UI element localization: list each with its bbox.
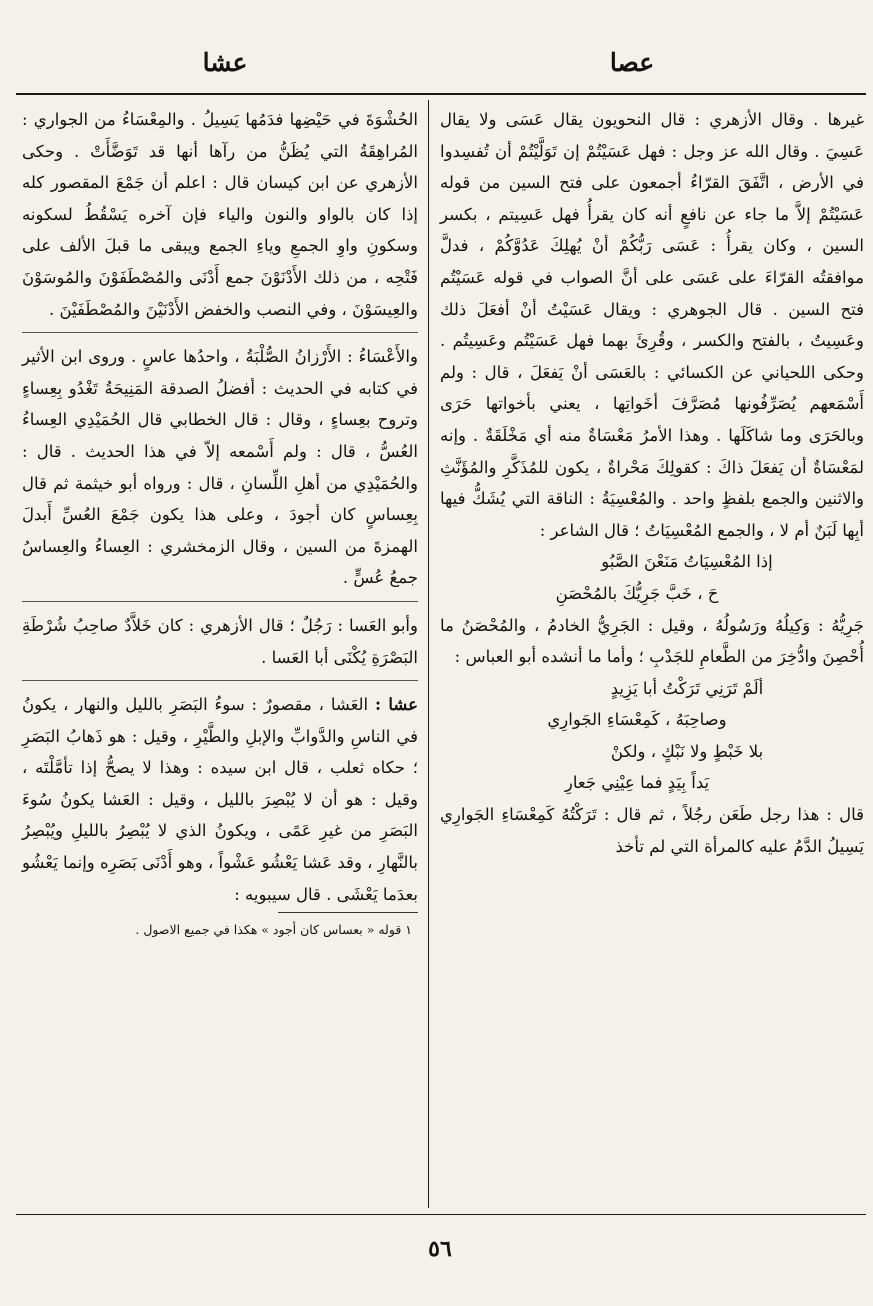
poem-2-line-1: ألَمْ تَرَنِي تَرَكْتُ أبا يَزِيدٍ: [610, 678, 764, 698]
footer-rule: [16, 1214, 866, 1215]
section-divider: [22, 680, 418, 681]
running-header-left: عشا: [202, 48, 248, 77]
left-paragraph-1: الحُشْوَةَ في حَيْضِها فدَمُها يَسِيلُ . والمِعْسَاءُ من الجواري : المُراهِقَةُ التي يُظَنُّ من رآها أنها قد تَوَضَّأَتْ . وحكى الأزهري عن ابن كيسان قال : اعلم أن جَمْعَ المقصور كله إذا كان بالواو والنون والياء فإن آخره يَسْقُطُ لسكونه وسكونِ واوِ الجمعِ وياءِ الجمع ويبقى ما قبلَ الألف على فَتْحِه ، من ذلك الأَدْنَوْنَ جمع أَدْنَى والمُصْطَفَوْنَ والمُوسَوْنَ والعِيسَوْنَ ، وفي النصب والخفض الأَدْنَيْنَ والمُصْطَفَيْنَ .: [22, 110, 418, 319]
poem-1: [440, 546, 864, 609]
poem-2: [440, 673, 864, 799]
footnote: ١ قوله « بعساس كان أجود » هكذا في جميع الاصول .: [135, 922, 412, 938]
section-divider: [22, 601, 418, 602]
entry-text: العَشا ، مقصورٌ : سوءُ البَصَرِ بالليل والنهار ، يكونُ في الناسِ والدَّوابِّ والإبلِ والطَّيْرِ ، وقيل : هو ذَهابُ البَصَرِ ؛ حكاه ثعلب ، قال ابن سيده : وهذا لا يصحُّ إذا تأمَّلْتَه ، وقيل : هو أن لا يُبْصِرَ بالليل ، وقيل : العَشا يكونُ سُوءَ البَصَرِ من غيرِ عَمًى ، ويكونُ الذي لا يُبْصِرُ بالليلِ ويُبْصِرُ بالنَّهارِ ، وقد عَشا يَعْشُو عَشْواً ، وهو أَدْنَى بَصَرِه وإنما يَعْشُو بعدَما يَعْشَى . قال سيبويه :: [22, 695, 418, 904]
poem-2-line-2: وصاحِبَهُ ، كَمِعْسَاءِ الجَوارِي: [547, 710, 727, 730]
entry-headword: عشا :: [374, 695, 418, 715]
right-column: [440, 104, 864, 862]
poem-2-line-4: يَداً بِيَدٍ فما عِيْنِي جَعارِ: [564, 773, 710, 793]
right-paragraph-3: قال : هذا رجل طَعَن رجُلاً ، ثم قال : تَرَكْتُهُ كَمِعْسَاءِ الجَوارِي يَسِيلُ الدَّمُ عليه كالمرأة التي لم تأخذ: [440, 805, 864, 856]
header-rule: [16, 93, 866, 95]
left-column: [22, 104, 418, 941]
entry-ashaa: [22, 689, 418, 910]
poem-1-line-1: إذا المُعْسِيَاتُ مَنَعْنَ الصَّبُو: [601, 552, 773, 572]
right-paragraph-1: غيرها . وقال الأزهري : قال النحويون يقال عَسَى ولا يقال عَسِيَ . وقال الله عز وجل : فهل عَسَيْتُمْ إن تَوَلَّيْتُمْ أن تُفسِدوا في الأرض ، اتَّفَقَ القرّاءُ أجمعون على فتح السين من قوله عَسَيْتُمْ إلاَّ ما جاء عن نافعٍ أنه كان يقرأُ فهل عَسِيتم ، بكسر السين ، وكان يقرأُ : عَسَى رَبُّكُمْ أنْ يُهلِكَ عَدُوَّكُمْ ، فدلَّ موافقتُه القرّاءَ على عَسَى على أنَّ الصواب في قوله عَسَيْتُم فتح السين . قال الجوهري : ويقال عَسَيْتُ أنْ أفعَلَ ذلك وعَسِيتُ ، بالفتح والكسر ، وقُرِئَ بهما فهل عَسَيْتُم وعَسِيتُم . وحكى اللحياني عن الكسائي : بالعَسَى أنْ يَفعَلَ ، قال : ولم أَسْمَعهم يُصَرِّفُونها مُصَرَّفَ أخَواتِها ، يعني بأخواتها حَرَى وبالحَرَى وما شاكَلَها . وهذا الأمرُ مَعْسَاةٌ منه أي مَخْلَقَةٌ . وإنه لمَعْسَاةٌ أن يَفعَلَ ذاكَ : كقولِكَ مَحْراةٌ ، يكون للمُذَكَّرِ والمُؤَنَّثِ والاثنين والجمع بلفظٍ واحد . والمُعْسِيَةُ : الناقة التي يُشَكُّ فيها أبِها لَبَنٌ أم لا ، والجمع المُعْسِيَاتُ ؛ قال الشاعر :: [440, 110, 864, 540]
footnote-rule: [278, 912, 418, 913]
left-paragraph-2: والأَعْسَاءُ : الأَرْزانُ الصُّلْبَةُ ، واحدُها عاسٍ . وروى ابن الأثير في كتابه في الحديث : أفضلُ الصدقة المَنِيحَةُ تَغْدُو بِعِساءٍ وتروح بعِساءٍ ، وقال : قال الخطابي قال الحُمَيْدِي العِساءُ العُسُّ ، قال : ولم أَسْمعه إلاّ في هذا الحديث . قال : والحُمَيْدِي من أهلِ اللِّسانِ ، قال : ورواه أبو خيثمة ثم قال بِعِساسٍ كان أجودَ ، وعلى هذا يكون جَمْعَ العُسِّ أَبدلَ الهمزةَ من السين ، وقال الزمخشري : العِساءُ والعِساسُ جمعُ عُسٍّ .: [22, 347, 418, 588]
poem-2-line-3: بلا خَبْطٍ ولا نَبْكٍ ، ولكنْ: [610, 741, 764, 761]
column-divider: [428, 100, 429, 1208]
poem-1-line-2: حَ ، خَبَّ جَرِيُّكَ بالمُحْصَنِ: [555, 583, 719, 603]
right-paragraph-2: جَرِيُّهُ : وَكِيلُهُ ورَسُولُهُ ، وقيل : الجَرِيُّ الخادمُ ، والمُحْصَنُ ما أُحْصِنَ وادُّخِرَ من الطَّعامِ للجَدْبِ ؛ وأما ما أنشده أبو العباس :: [440, 615, 864, 667]
running-header-right: عصا: [609, 48, 655, 77]
page-number: ٥٦: [428, 1236, 452, 1262]
section-divider: [22, 332, 418, 333]
left-paragraph-3: وأبو العَسا : رَجُلٌ ؛ قال الأزهري : كان خَلاَّدٌ صاحِبُ شُرْطَةِ البَصْرَةِ يُكْنَى أبا العَسا .: [22, 615, 418, 667]
